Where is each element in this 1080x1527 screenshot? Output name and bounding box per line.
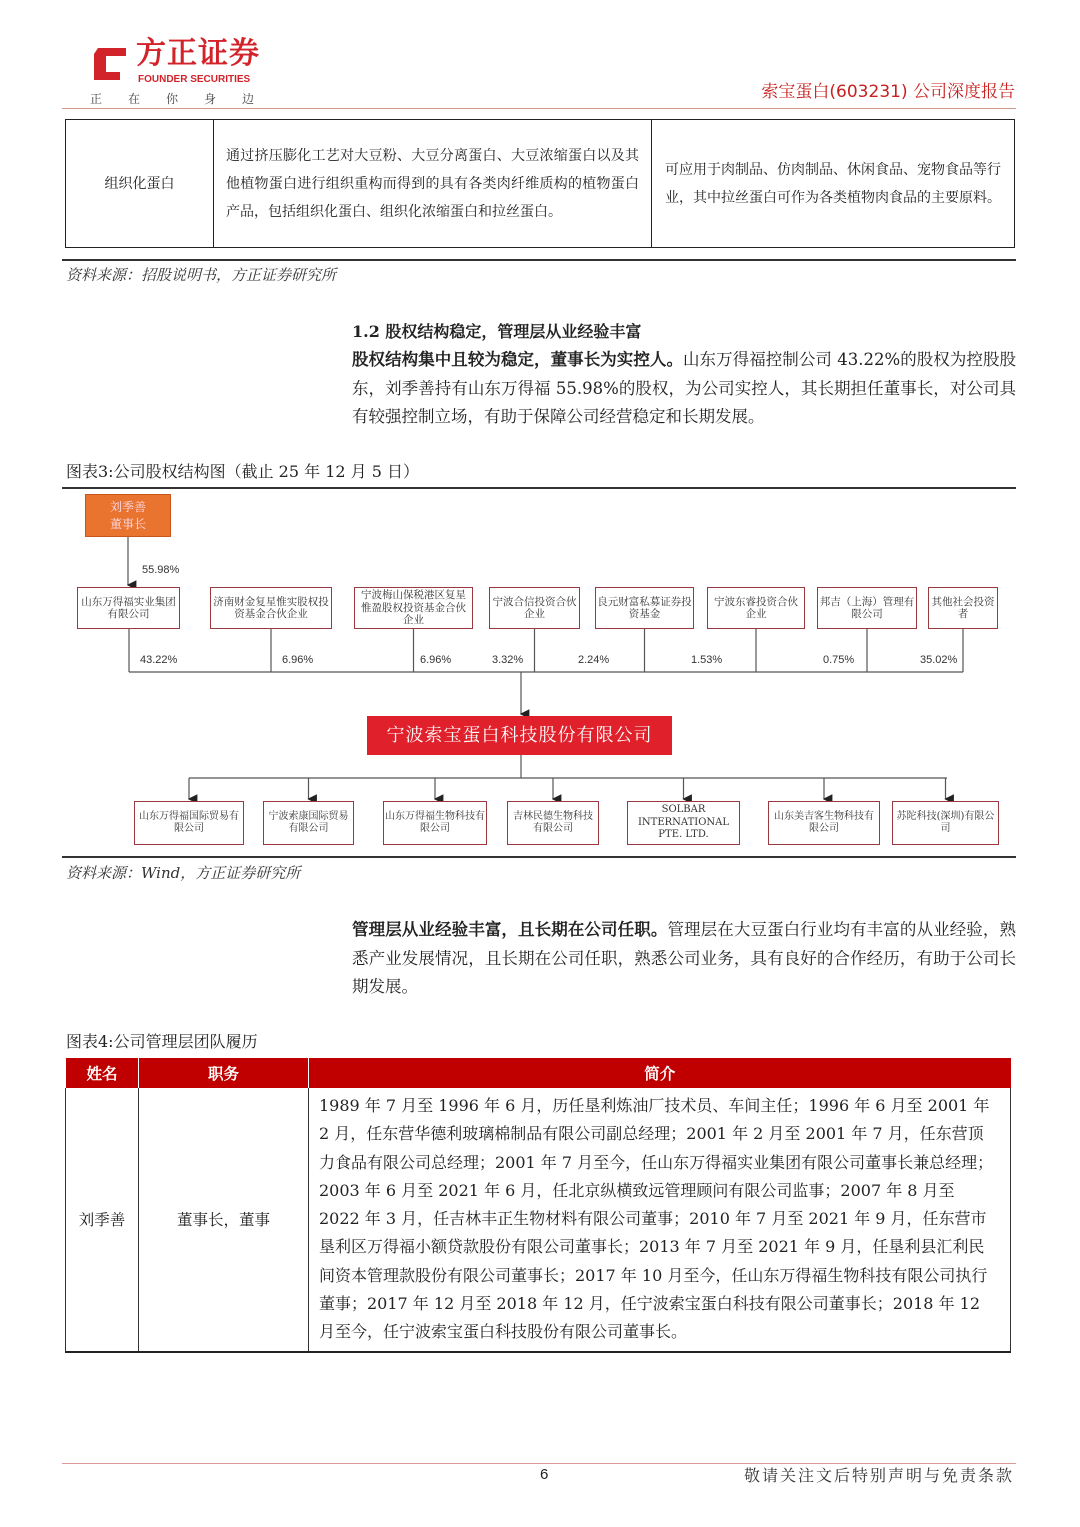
shareholder-box: 其他社会投资者 bbox=[928, 587, 998, 629]
shareholder-pct: 2.24% bbox=[578, 654, 610, 666]
subsidiary-box: 苏陀科技(深圳)有限公司 bbox=[892, 801, 999, 845]
column-header: 简介 bbox=[309, 1058, 1011, 1088]
figure-caption: 图表3:公司股权结构图（截止 25 年 12 月 5 日） bbox=[66, 462, 419, 481]
shareholder-box: 邦吉（上海）管理有限公司 bbox=[817, 587, 917, 629]
controller-box bbox=[85, 494, 171, 537]
cell-position: 董事长，董事 bbox=[139, 1088, 309, 1352]
shareholder-pct: 43.22% bbox=[140, 654, 178, 666]
shareholder-box: 宁波梅山保税港区复星惟盈股权投资基金合伙企业 bbox=[354, 587, 473, 629]
logo-text-en: FOUNDER SECURITIES bbox=[138, 74, 251, 85]
figure-caption: 图表4:公司管理层团队履历 bbox=[66, 1032, 258, 1051]
table-header-row bbox=[66, 1058, 1011, 1088]
disclaimer-link[interactable]: 敬请关注文后特别声明与免责条款 bbox=[743, 1466, 1014, 1485]
subsidiary-box: 宁波索康国际贸易有限公司 bbox=[263, 801, 354, 845]
section-heading: 1.2 股权结构稳定，管理层从业经验丰富 bbox=[352, 322, 642, 341]
divider bbox=[62, 856, 1016, 858]
subsidiary-box: 山东万得福国际贸易有限公司 bbox=[134, 801, 244, 845]
product-description: 通过挤压膨化工艺对大豆粉、大豆分离蛋白、大豆浓缩蛋白以及其他植物蛋白进行组织重构而得到的具有各类肉纤维质构的植物蛋白产品，包括组织化蛋白、组织化浓缩蛋白和拉丝蛋白。 bbox=[214, 120, 652, 248]
report-title: 索宝蛋白(603231) 公司深度报告 bbox=[761, 82, 1015, 102]
company-box: 宁波索宝蛋白科技股份有限公司 bbox=[367, 716, 672, 755]
shareholder-pct: 6.96% bbox=[420, 654, 452, 666]
source-note: 资料来源：招股说明书，方正证券研究所 bbox=[66, 266, 337, 284]
shareholder-pct: 0.75% bbox=[823, 654, 855, 666]
controller-title: 董事长 bbox=[109, 516, 146, 531]
shareholder-box: 良元财富私募证券投资基金 bbox=[595, 587, 694, 629]
footer-divider bbox=[62, 1463, 1016, 1464]
paragraph-text: 管理层在大豆蛋白行业均有丰富的从业经验，熟悉产业发展情况，且长期在公司任职，熟悉公司业务，具有良好的合作经历，有助于公司长期发展。 bbox=[352, 920, 1017, 996]
shareholder-box: 宁波合信投资合伙企业 bbox=[489, 587, 580, 629]
shareholder-pct: 3.32% bbox=[492, 654, 524, 666]
column-header: 姓名 bbox=[66, 1058, 139, 1088]
slogan: 正在你身边 bbox=[90, 92, 281, 106]
page-number: 6 bbox=[540, 1466, 549, 1483]
subsidiary-box: 山东美吉客生物科技有限公司 bbox=[768, 801, 880, 845]
column-header: 职务 bbox=[139, 1058, 309, 1088]
management-table bbox=[65, 1058, 1011, 1353]
cell-bio: 1989 年 7 月至 1996 年 6 月，历任垦利炼油厂技术员、车间主任；1996 年 6 月至 2001 年 2 月，任东营华德利玻璃棉制品有限公司副总经理；2001 年 2 月至 2001 年 7 月，任东营顶力食品有限公司总经理；2001 年 7 月至今，任山东万得福实业集团有限公司董事长兼总经理；2003 年 6 月至 2021 年 6 月，任北京纵横致远管理顾问有限公司监事；2007 年 8 月至 2022 年 3 月，任吉林丰正生物材料有限公司董事；2010 年 7 月至 2021 年 9 月，任东营市垦利区万得福小额贷款股份有限公司董事长；2013 年 7 月至 2021 年 9 月，任垦利县汇利民间资本管理款股份有限公司董事长；2017 年 10 月至今，任山东万得福生物科技有限公司执行董事；2017 年 12 月至 2018 年 12 月，任宁波索宝蛋白科技有限公司董事长；2018 年 12 月至今，任宁波索宝蛋白科技股份有限公司董事长。 bbox=[309, 1088, 1011, 1352]
paragraph-lead: 股权结构集中且较为稳定，董事长为实控人。 bbox=[352, 350, 683, 369]
shareholder-box: 济南财金复星惟实股权投资基金合伙企业 bbox=[210, 587, 332, 629]
controller-pct: 55.98% bbox=[142, 564, 180, 576]
source-note: 资料来源：Wind，方正证券研究所 bbox=[66, 864, 301, 882]
product-application: 可应用于肉制品、仿肉制品、休闲食品、宠物食品等行业，其中拉丝蛋白可作为各类植物肉食品的主要原料。 bbox=[652, 120, 1015, 248]
controller-name: 刘季善 bbox=[109, 499, 146, 514]
paragraph-lead: 管理层从业经验丰富，且长期在公司任职。 bbox=[352, 920, 668, 939]
subsidiary-box: SOLBAR INTERNATIONAL PTE. LTD. bbox=[627, 801, 740, 845]
paragraph bbox=[352, 916, 1016, 1002]
subsidiary-box: 山东万得福生物科技有限公司 bbox=[383, 801, 487, 845]
shareholder-pct: 35.02% bbox=[920, 654, 958, 666]
shareholder-pct: 6.96% bbox=[282, 654, 314, 666]
shareholder-pct: 1.53% bbox=[691, 654, 723, 666]
logo-text-cn: 方正证券 bbox=[136, 36, 260, 71]
cell-name: 刘季善 bbox=[66, 1088, 139, 1352]
product-name: 组织化蛋白 bbox=[66, 120, 214, 248]
paragraph-text: 山东万得福控制公司 43.22%的股权为控股股东，刘季善持有山东万得福 55.98%的股权，为公司实控人，其长期担任董事长，对公司具有较强控制立场，有助于保障公司经营稳定和长期发展。 bbox=[352, 350, 1016, 426]
shareholder-box: 山东万得福实业集团有限公司 bbox=[77, 587, 180, 629]
shareholder-box: 宁波东睿投资合伙企业 bbox=[707, 587, 805, 629]
subsidiary-box: 吉林民德生物科技有限公司 bbox=[507, 801, 599, 845]
table-row bbox=[66, 1088, 1011, 1352]
